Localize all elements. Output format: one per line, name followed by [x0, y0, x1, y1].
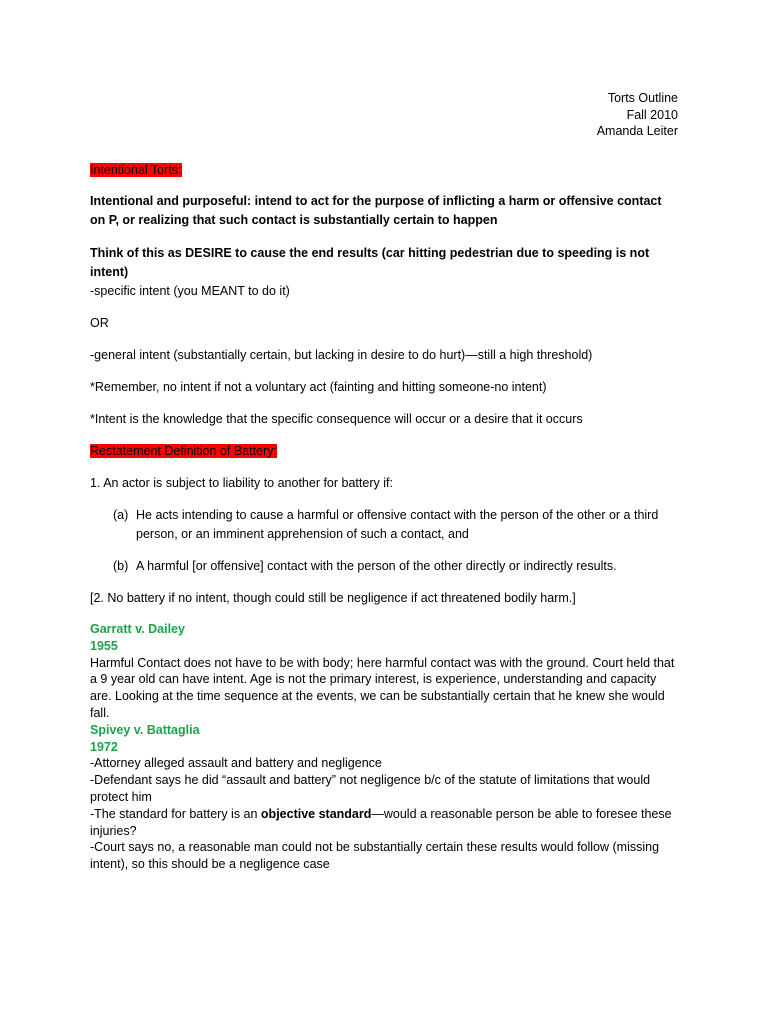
specific-intent: -specific intent (you MEANT to do it)	[90, 284, 290, 298]
battery-item	[113, 557, 678, 576]
voluntary-act-note: *Remember, no intent if not a voluntary act (fainting and hitting someone-no intent)	[90, 380, 547, 394]
case-year: 1955	[90, 638, 118, 653]
desire-note: Think of this as DESIRE to cause the end results (car hitting pedestrian due to speeding is not intent)	[90, 246, 650, 279]
case-conclusion: -Court says no, a reasonable man could not be substantially certain these results would follow (missing intent), so this should be a negligence case	[90, 840, 660, 872]
item-marker: (a)	[113, 508, 129, 522]
case-summary: Harmful Contact does not have to be with body; here harmful contact was with the ground. Court held that a 9 year old can have intent. Age is not the primary interest, is experience, understanding and capacity are. Looking at the time sequence at the events, we can be substantially certain that he knew she would fall.	[90, 655, 675, 720]
battery-item	[113, 506, 678, 544]
item-text: He acts intending to cause a harmful or offensive contact with the person of the other or a third person, or an imminent apprehension of such a contact, and	[136, 508, 659, 541]
standard-bold: objective standard	[260, 806, 372, 821]
item-text: A harmful [or offensive] contact with the person of the other directly or indirectly results.	[136, 559, 617, 573]
or-text: OR	[90, 316, 109, 330]
battery-rule: 1. An actor is subject to liability to another for battery if:	[90, 476, 393, 490]
case-name: Garratt v. Dailey	[90, 622, 185, 636]
case-line: -Defendant says he did “assault and battery” not negligence b/c of the statute of limitations that would protect him	[90, 773, 651, 804]
case-garratt	[90, 621, 678, 873]
standard-before: -The standard for battery is an	[90, 806, 261, 821]
document-professor: Amanda Leiter	[596, 124, 678, 138]
intent-knowledge-note: *Intent is the knowledge that the specific consequence will occur or a desire that it occurs	[90, 412, 583, 426]
item-marker: (b)	[113, 559, 129, 573]
standard-after: —would a reasonable person be able to foresee these injuries?	[90, 806, 672, 838]
case-name: Spivey v. Battaglia	[90, 722, 200, 737]
intentional-torts-heading: Intentional Torts:	[90, 163, 182, 177]
general-intent: -general intent (substantially certain, but lacking in desire to do hurt)—still a high threshold)	[90, 348, 593, 362]
case-line: -Attorney alleged assault and battery and negligence	[90, 756, 382, 771]
case-standard	[90, 806, 678, 840]
document-title: Torts Outline	[607, 91, 678, 105]
document-term: Fall 2010	[626, 107, 678, 122]
intent-definition: Intentional and purposeful: intend to act for the purpose of inflicting a harm or offensive contact on P, or realizing that such contact is substantially certain to happen	[90, 194, 662, 227]
battery-note: [2. No battery if no intent, though could still be negligence if act threatened bodily harm.]	[90, 591, 576, 605]
document-header	[597, 90, 678, 140]
battery-definition-heading: Restatement Definition of Battery:	[90, 444, 277, 458]
case-year: 1972	[90, 739, 118, 754]
